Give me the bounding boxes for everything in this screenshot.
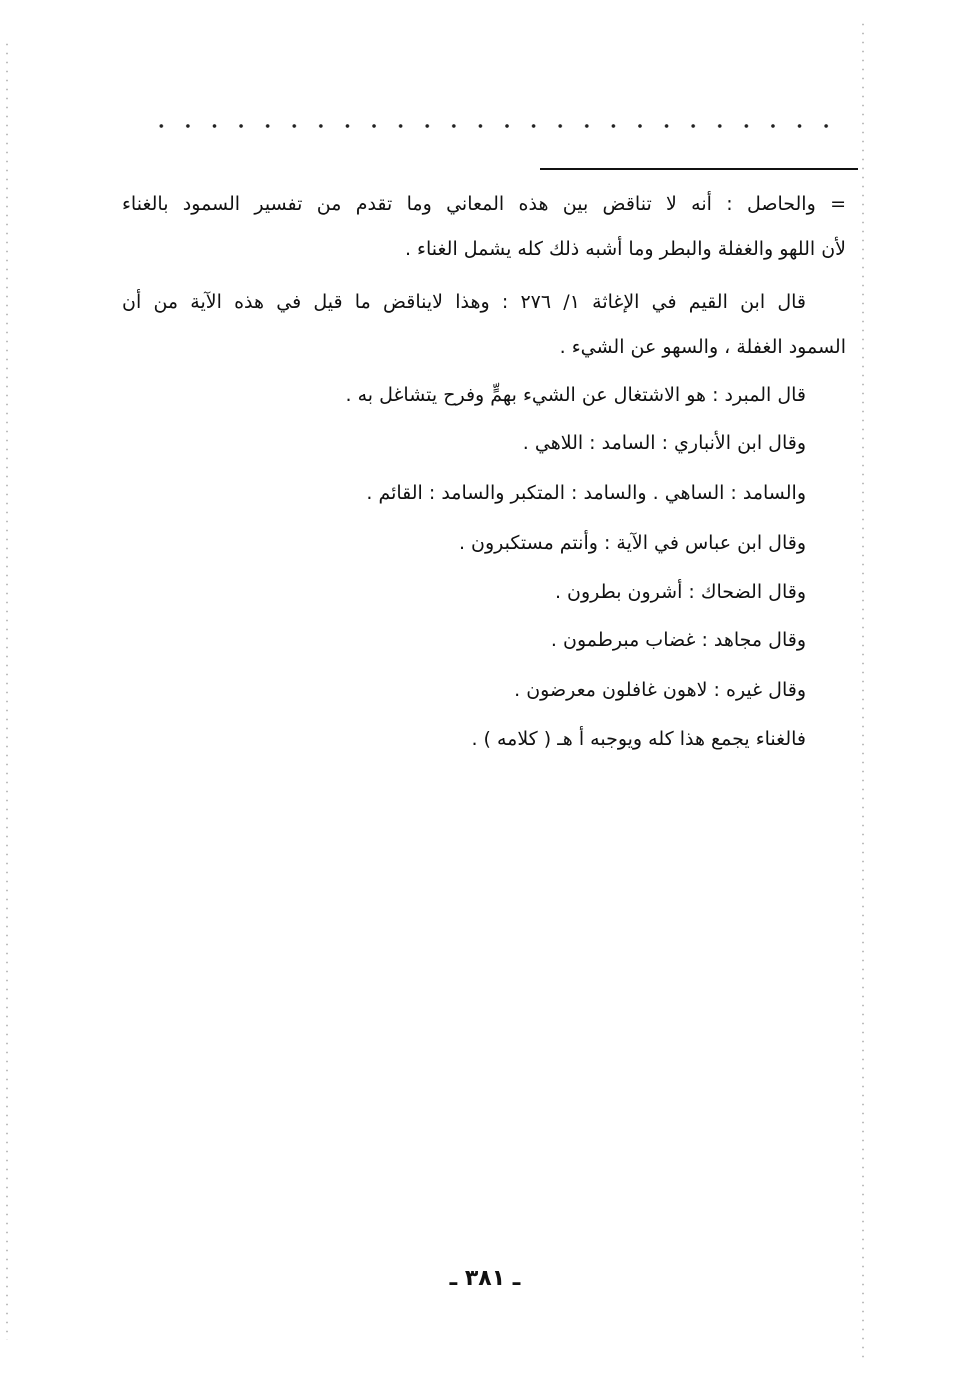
scan-edge-dots [862, 20, 864, 1360]
quote-line: وقال مجاهد : غضاب مبرطمون . [550, 629, 806, 651]
page-number: ـ ٣٨١ ـ [449, 1266, 521, 1291]
paragraph-line-1: قال ابن القيم في الإغاثة ١/ ٢٧٦ : وهذا لايناقض ما قيل في هذه الآية من أن [122, 291, 806, 313]
dotted-separator [148, 120, 838, 132]
quote-line: والسامد : الساهي . والسامد : المتكبر والسامد : القائم . [366, 482, 806, 504]
footnote-line-1: = والحاصل : أنه لا تناقض بين هذه المعاني وما تقدم من تفسير السمود بالغناء [122, 193, 846, 215]
quote-line: وقال غيره : لاهون غافلون معرضون . [514, 679, 806, 701]
footnote-line-2: لأن اللهو والغفلة والبطر وما أشبه ذلك كله يشمل الغناء . [404, 238, 846, 260]
footnote-rule [540, 168, 858, 170]
quote-line: فالغناء يجمع هذا كله ويوجبه أ هـ ( كلامه ) . [471, 728, 806, 750]
quote-line: قال المبرد : هو الاشتغال عن الشيء بهمٍّ وفرح يتشاغل به . [345, 384, 806, 406]
paragraph-line-2: السمود الغفلة ، والسهو عن الشيء . [559, 336, 846, 358]
scan-edge-dots [6, 40, 8, 1340]
quote-line: وقال ابن الأنباري : السامد : اللاهي . [522, 432, 806, 454]
quote-line: وقال ابن عباس في الآية : وأنتم مستكبرون . [458, 532, 806, 554]
quote-line: وقال الضحاك : أشرون بطرون . [554, 581, 806, 603]
